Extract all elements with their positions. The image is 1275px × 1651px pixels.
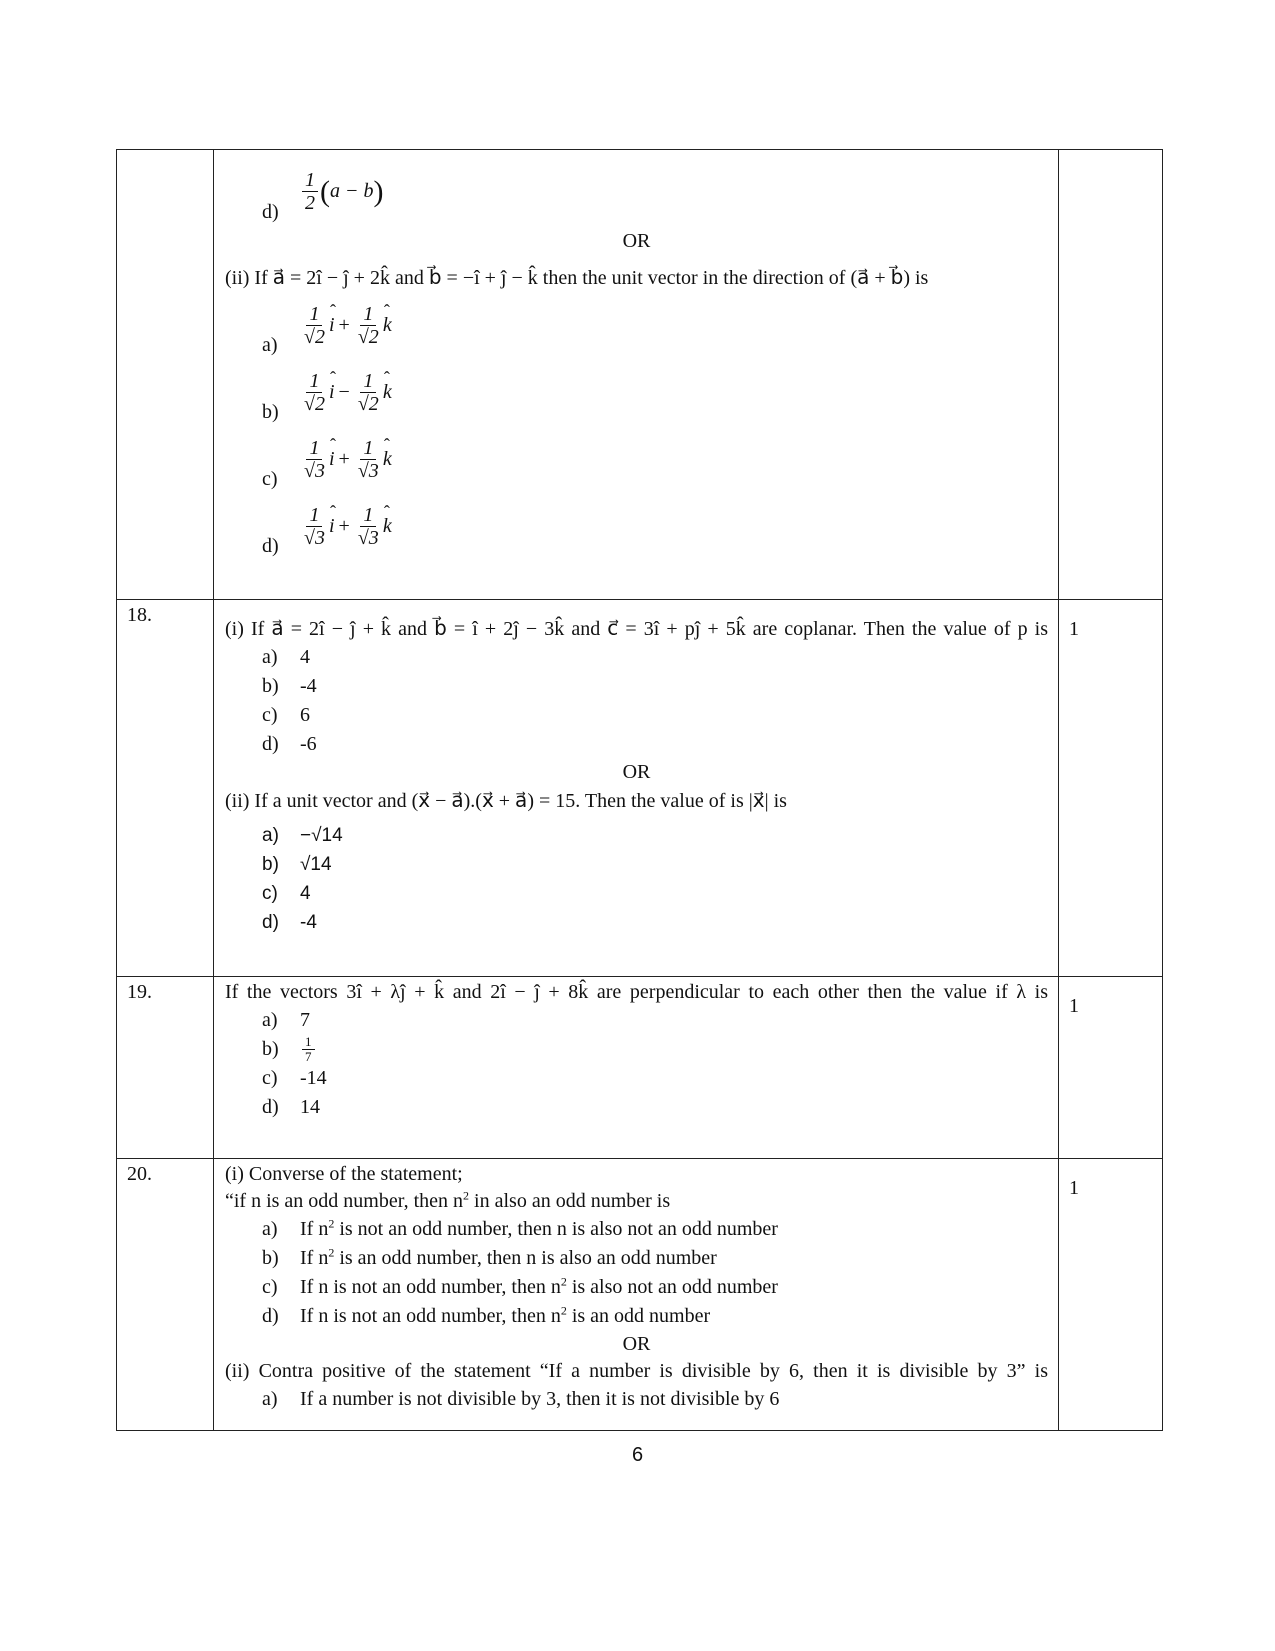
option-label: b) [262, 1038, 279, 1060]
option-item [225, 292, 1048, 359]
option-item [225, 1215, 1048, 1244]
options-list [225, 1385, 1048, 1414]
option-item [225, 701, 1048, 730]
option-item [225, 1385, 1048, 1414]
option-item [225, 426, 1048, 493]
question-text: “if n is an odd number, then $n^2$ in also an odd number is [225, 1188, 671, 1212]
mark-value: 1 [1069, 1177, 1079, 1199]
option-item [225, 672, 1048, 701]
i-hat: ˆ i [329, 379, 335, 406]
question-body-cell [214, 1159, 1059, 1431]
option-label: a) [262, 1388, 278, 1410]
option-item [225, 821, 1048, 850]
option-label: a) [262, 334, 278, 356]
question-text: (i) Converse of the statement; [225, 1163, 463, 1185]
option-item [225, 850, 1048, 879]
fraction: 1 √2 [304, 370, 325, 415]
k-hat: ˆ k [383, 446, 392, 473]
option-item [225, 1244, 1048, 1273]
option-text: If n is not an odd number, then $n^2$ is also not an odd number [300, 1274, 778, 1298]
option-text: −√14 [300, 825, 343, 846]
question-number: 20. [127, 1163, 152, 1185]
option-label: b) [262, 854, 279, 875]
vector-difference: a − b [330, 179, 374, 202]
option-item [225, 643, 1048, 672]
table-row [117, 977, 1163, 1159]
operator: + [338, 515, 350, 537]
option-text: -4 [300, 912, 317, 933]
fraction: $\frac{1}{√2}$ [357, 370, 379, 415]
option-text: 4 [300, 646, 310, 668]
fraction-expression [300, 437, 392, 482]
option-text: 6 [300, 704, 310, 726]
option-label: b) [262, 675, 279, 697]
question-text: (i) If a⃗ = 2î − ĵ + k̂ and b⃗ = î + 2ĵ − 3k̂ and c⃗ = 3î + pĵ + 5k̂ are coplanar. Then the value of p is [225, 618, 1048, 640]
option-text: -6 [300, 733, 317, 755]
fraction: $\frac{1}{√2}$ [357, 303, 379, 348]
fraction: 1 7 [302, 1035, 315, 1064]
option-label: c) [262, 883, 278, 904]
option-text: √14 [300, 854, 332, 875]
option-item [225, 1064, 1048, 1093]
option-item [225, 879, 1048, 908]
i-hat: ˆ i [329, 446, 335, 473]
option-label: d) [262, 912, 279, 933]
option-label: a) [262, 1218, 278, 1240]
k-hat: ˆ k [383, 312, 392, 339]
question-number-cell [117, 600, 214, 977]
k-hat: ˆ k [383, 379, 392, 406]
option-item [225, 1035, 1048, 1064]
option-text: -4 [300, 675, 317, 697]
i-hat: ˆ i [329, 513, 335, 540]
option-item [225, 1093, 1048, 1122]
option-text: 7 [300, 1009, 310, 1031]
option-text: If a number is not divisible by 3, then it is not divisible by 6 [300, 1388, 780, 1410]
option-text: If $n^2$ is not an odd number, then n is also not an odd number [300, 1216, 778, 1240]
fraction: 1 √3 [304, 504, 325, 549]
option-label: a) [262, 825, 279, 846]
option-d [225, 152, 1048, 226]
or-separator: OR [622, 230, 651, 252]
table-row [117, 150, 1163, 600]
fraction-expression [300, 303, 392, 348]
options-list [225, 1215, 1048, 1331]
fraction-expression [300, 370, 392, 415]
option-label: d) [262, 1096, 279, 1118]
question-number: 18. [127, 604, 152, 626]
question-table [116, 149, 1163, 1431]
mark-value: 1 [1069, 618, 1079, 640]
option-label: c) [262, 1067, 278, 1089]
option-label: a) [262, 1009, 278, 1031]
table-row [117, 600, 1163, 977]
page-number: 6 [631, 1444, 644, 1466]
k-hat: ˆ k [383, 513, 392, 540]
fraction: 1 √3 [304, 437, 325, 482]
options-list [225, 643, 1048, 759]
fraction-expression: 1 2 ( a − b ) [300, 169, 384, 214]
option-item [225, 359, 1048, 426]
options-list [225, 821, 1048, 937]
question-body-cell [214, 600, 1059, 977]
or-separator: OR [622, 761, 651, 783]
question-number: 19. [127, 981, 152, 1003]
mark-value: 1 [1069, 995, 1079, 1017]
option-label: c) [262, 1276, 278, 1298]
option-label: d) [262, 733, 279, 755]
marks-cell [1059, 1159, 1163, 1431]
question-number-cell [117, 150, 214, 600]
fraction: 1 2 [302, 169, 318, 214]
option-item [225, 1006, 1048, 1035]
operator: + [338, 448, 350, 470]
question-text: If the vectors 3î + λĵ + k̂ and 2î − ĵ + 8k̂ are perpendicular to each other then the value if λ is [225, 981, 1048, 1003]
fraction-expression [300, 504, 392, 549]
question-number-cell [117, 1159, 214, 1431]
option-item [225, 1273, 1048, 1302]
option-text: If n is not an odd number, then $n^2$ is an odd number [300, 1303, 711, 1327]
fraction: $\frac{1}{√3}$ [357, 437, 379, 482]
option-text: If $n^2$ is an odd number, then n is also an odd number [300, 1245, 717, 1269]
option-item [225, 730, 1048, 759]
option-item [225, 1302, 1048, 1331]
question-text: (ii) If a⃗ = 2î − ĵ + 2k̂ and b⃗ = −î + ĵ − k̂ then the unit vector in the direction of (a⃗ + b⃗) is [225, 267, 929, 289]
option-text: 4 [300, 883, 311, 904]
marks-cell [1059, 600, 1163, 977]
option-item [225, 493, 1048, 560]
question-body-cell [214, 977, 1059, 1159]
i-hat: ˆ i [329, 312, 335, 339]
question-text: (ii) Contra positive of the statement “If a number is divisible by 6, then it is divisible by 3” is [225, 1360, 1048, 1382]
option-label: b) [262, 401, 279, 423]
options-list [225, 1006, 1048, 1122]
option-label: a) [262, 646, 278, 668]
marks-cell [1059, 977, 1163, 1159]
option-text: -14 [300, 1067, 327, 1089]
option-label: d) [262, 201, 279, 223]
question-number-cell [117, 977, 214, 1159]
options-list [225, 292, 1048, 560]
option-label: b) [262, 1247, 279, 1269]
table-row [117, 1159, 1163, 1431]
option-label: c) [262, 468, 278, 490]
option-label: d) [262, 535, 279, 557]
option-text: 14 [300, 1096, 320, 1118]
option-item [225, 908, 1048, 937]
operator: + [338, 314, 350, 336]
option-label: d) [262, 1305, 279, 1327]
or-separator: OR [622, 1333, 651, 1355]
fraction: 1 √2 [304, 303, 325, 348]
question-text: (ii) If a unit vector and (x⃗ − a⃗).(x⃗ + a⃗) = 15. Then the value of is |x⃗| is [225, 790, 787, 812]
question-body-cell [214, 150, 1059, 600]
marks-cell [1059, 150, 1163, 600]
fraction: $\frac{1}{√3}$ [357, 504, 379, 549]
option-label: c) [262, 704, 278, 726]
operator: − [338, 381, 350, 403]
